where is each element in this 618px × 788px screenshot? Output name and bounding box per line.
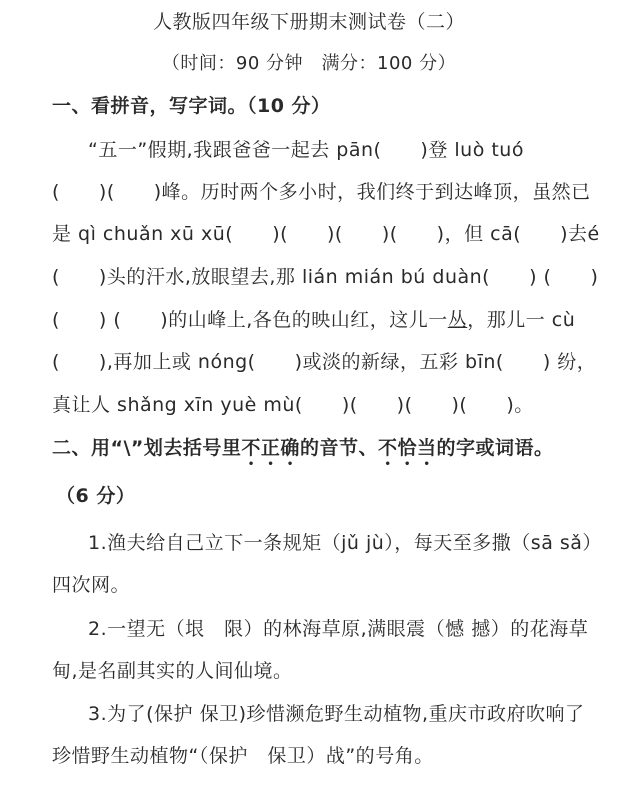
section2-item-3-cont: 珍惜野生动植物“（保护 保卫）战”的号角。 bbox=[52, 745, 434, 767]
section1-heading: 一、看拼音，写字词。（10 分） bbox=[52, 95, 331, 117]
section1-line-5 bbox=[52, 308, 600, 332]
section1-line-2: ( )( )峰。历时两个多小时，我们终于到达峰顶，虽然已 bbox=[52, 181, 591, 203]
section2-item-2-cont: 甸,是名副其实的人间仙境。 bbox=[52, 660, 293, 682]
section1-line-3: 是 qì chuǎn xū xū( )( )( )( )，但 cā( )去é bbox=[52, 223, 600, 245]
section1-line-4: ( )头的汗水,放眼望去,那 lián mián bú duàn( ) ( ) bbox=[52, 266, 599, 288]
section2-heading-prefix: 二、用“\”划去括号里 bbox=[52, 437, 242, 459]
section2-item-2: 2.一望无（垠 限）的林海草原,满眼震（憾 撼）的花海草 bbox=[88, 618, 589, 640]
emphasis-inappropriate: 不恰当 bbox=[377, 437, 437, 459]
section1-line-5-tail: ，那儿一 cù bbox=[467, 309, 576, 331]
section2-score: （6 分） bbox=[56, 485, 136, 507]
section2-heading bbox=[52, 436, 600, 470]
section1-line-1: “五一”假期,我跟爸爸一起去 pān( )登 luò tuó bbox=[88, 139, 524, 161]
section1-line-6: ( ),再加上或 nóng( )或淡的新绿，五彩 bīn( ) 纷， bbox=[52, 351, 597, 373]
exam-subtitle: （时间：90 分钟 满分：100 分） bbox=[161, 53, 457, 74]
section2-item-1: 1.渔夫给自己立下一条规矩（jǔ jù），每天至多撒（sā sǎ） bbox=[88, 532, 602, 554]
section2-item-1-cont: 四次网。 bbox=[52, 574, 131, 596]
section2-heading-mid: 的音节、 bbox=[299, 437, 378, 459]
exam-title: 人教版四年级下册期末测试卷（二） bbox=[152, 11, 465, 33]
section1-line-5-text: ( ) ( )的山峰上,各色的映山红，这儿一 bbox=[52, 309, 448, 331]
section2-heading-suffix: 的字或词语。 bbox=[436, 437, 554, 459]
section1-line-7: 真让人 shǎng xīn yuè mù( )( )( )( )。 bbox=[52, 394, 534, 416]
underlined-char: 丛 bbox=[447, 309, 468, 331]
emphasis-incorrect: 不正确 bbox=[241, 437, 300, 459]
section2-item-3: 3.为了(保护 保卫)珍惜濒危野生动植物,重庆市政府吹响了 bbox=[88, 703, 585, 725]
